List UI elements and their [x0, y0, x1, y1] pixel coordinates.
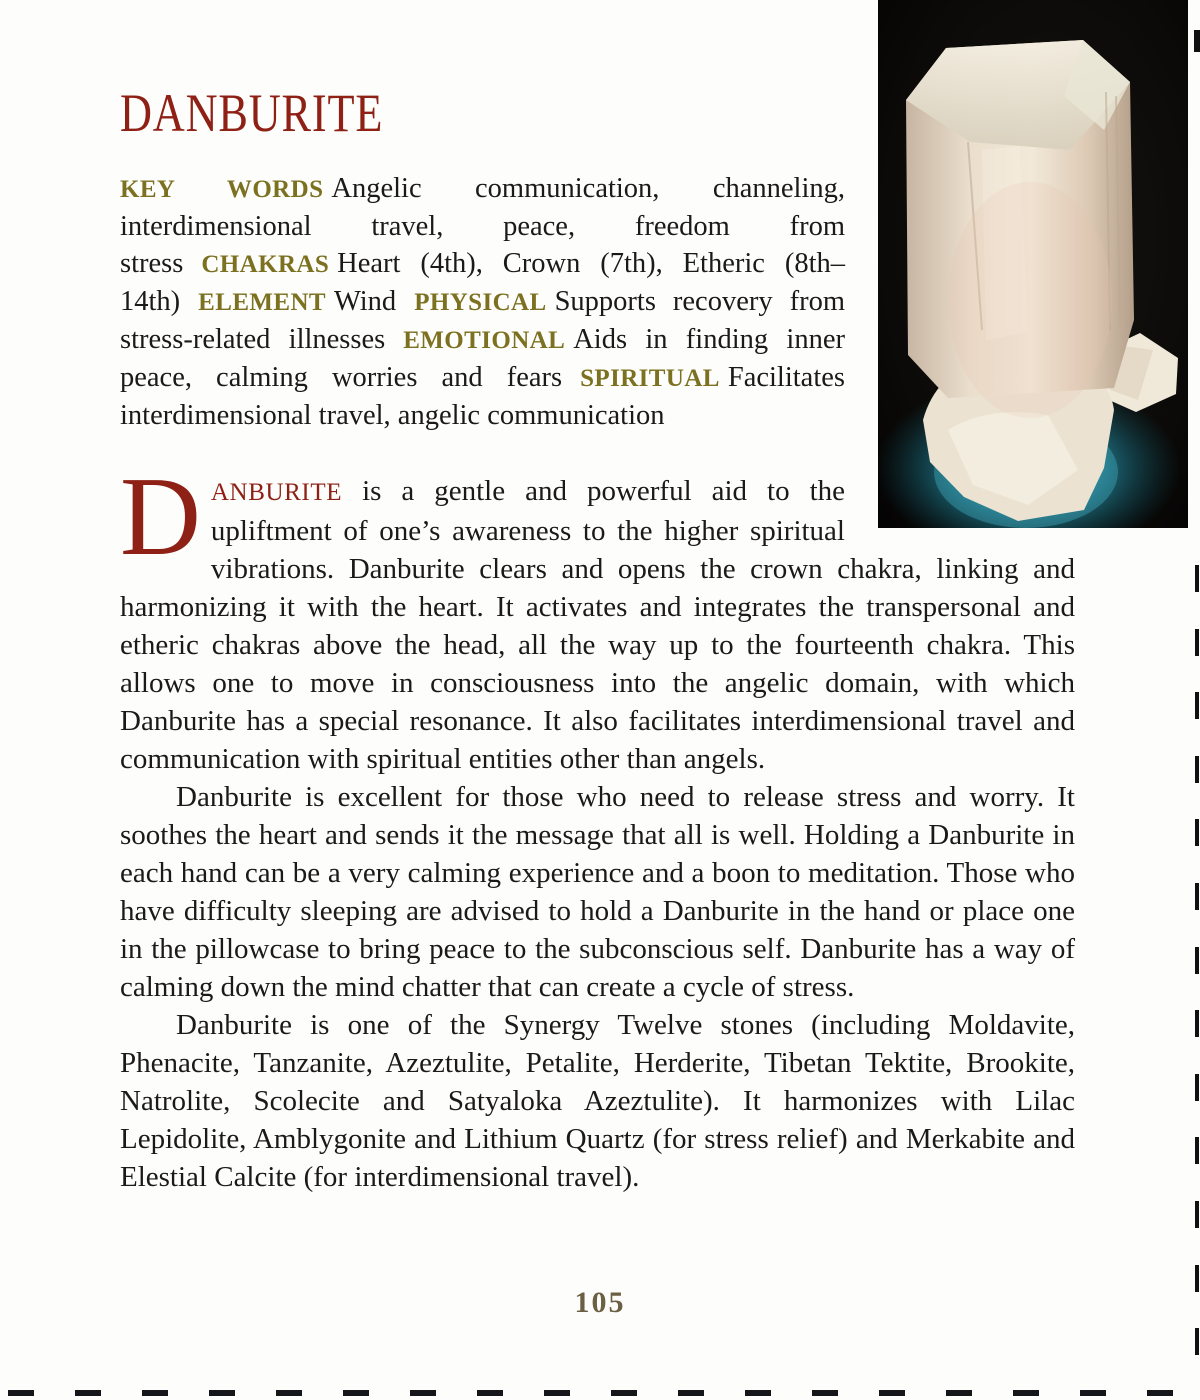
- attribute-text-spiritual: Facilitates interdimensional travel, angelic communication: [120, 362, 845, 431]
- attribute-text-key-words: Angelic communication, channeling, interdimensional travel, peace, freedom from stress: [120, 173, 845, 279]
- page-number: 105: [574, 1286, 626, 1319]
- page-edge-tick: [1195, 947, 1199, 974]
- page-bottom-mark: [611, 1390, 637, 1396]
- page-edge-tick: [1195, 692, 1199, 719]
- page-bottom-mark: [142, 1390, 168, 1396]
- page-bottom-mark: [75, 1390, 101, 1396]
- attribute-text-emotional: Aids in finding inner peace, calming worries and fears: [120, 324, 845, 393]
- lead-paragraph-text: is a gentle and powerful aid to the upliftment of one’s awareness to the higher spiritual vibrations. Danburite clears and opens the crown chakra, linking and harmonizing it with the heart. It activates and integrates the transpersonal and etheric chakras above the head, all the way up to the fourteenth chakra. This allows one to move in consciousness into the angelic domain, with which Danburite has a special resonance. It also facilitates interdimensional travel and communication with spiritual entities other than angels.: [120, 475, 1075, 775]
- page-bottom-mark: [1013, 1390, 1039, 1396]
- page-edge-tick: [1195, 565, 1199, 592]
- attribute-label-emotional: EMOTIONAL: [403, 327, 566, 354]
- page-bottom-mark: [544, 1390, 570, 1396]
- page-bottom-mark: [812, 1390, 838, 1396]
- attribute-text-physical: Supports recovery from stress-related illnesses: [120, 286, 845, 355]
- attribute-label-physical: PHYSICAL: [414, 289, 547, 316]
- page-bottom-mark: [209, 1390, 235, 1396]
- page-bottom-mark: [946, 1390, 972, 1396]
- attribute-label-spiritual: SPIRITUAL: [580, 365, 720, 392]
- attribute-text-element: Wind: [334, 286, 397, 317]
- page-edge-tick: [1195, 819, 1199, 846]
- attribute-text-chakras: Heart (4th), Crown (7th), Etheric (8th–14th): [120, 248, 845, 317]
- page-bottom-mark: [745, 1390, 771, 1396]
- body-paragraph-1: Danburite is excellent for those who need to release stress and worry. It soothes the heart and sends it the message that all is well. Holding a Danburite in each hand can be a very calming experience and a boon to meditation. Those who have difficulty sleeping are advised to hold a Danburite in the hand or place one in the pillowcase to bring peace to the subconscious self. Danburite has a way of calming down the mind chatter that can create a cycle of stress.: [120, 781, 1075, 1003]
- attribute-label-chakras: CHAKRAS: [201, 251, 330, 278]
- page-edge-tick: [1195, 1328, 1199, 1355]
- crystal-photo-art: [878, 0, 1188, 528]
- page-edge-tick: [1195, 1074, 1199, 1101]
- page-title: DANBURITE: [120, 83, 384, 143]
- page-bottom-mark: [678, 1390, 704, 1396]
- page-edge-artifact-top-right: [1194, 30, 1200, 52]
- page-edge-tick: [1195, 1010, 1199, 1037]
- lead-smallcaps: ANBURITE: [210, 479, 343, 506]
- page-bottom-mark: [343, 1390, 369, 1396]
- page-edge-tick: [1195, 1201, 1199, 1228]
- attribute-label-element: ELEMENT: [198, 289, 326, 316]
- page-edge-tick: [1195, 629, 1199, 656]
- page-bottom-mark: [1080, 1390, 1106, 1396]
- page-edge-tick: [1195, 756, 1199, 783]
- page-edge-tick: [1195, 1265, 1199, 1292]
- drop-cap: D: [120, 455, 201, 579]
- page-edge-tick: [1195, 1137, 1199, 1164]
- page-bottom-mark: [477, 1390, 503, 1396]
- attribute-label-key-words: KEY WORDS: [120, 176, 324, 203]
- danburite-crystal-photo: [878, 0, 1188, 528]
- page-bottom-mark: [8, 1390, 34, 1396]
- page-bottom-mark: [879, 1390, 905, 1396]
- page-bottom-mark: [1147, 1390, 1173, 1396]
- page-bottom-mark: [276, 1390, 302, 1396]
- page-edge-tick: [1195, 883, 1199, 910]
- page-bottom-mark: [410, 1390, 436, 1396]
- body-paragraph-2: Danburite is one of the Synergy Twelve stones (including Moldavite, Phenacite, Tanzanite, Azeztulite, Petalite, Herderite, Tibetan Tektite, Brookite, Natrolite, Scolecite and Satyaloka Azeztulite). It harmonizes with Lilac Lepidolite, Amblygonite and Lithium Quartz (for stress relief) and Merkabite and Elestial Calcite (for interdimensional travel).: [120, 1009, 1075, 1193]
